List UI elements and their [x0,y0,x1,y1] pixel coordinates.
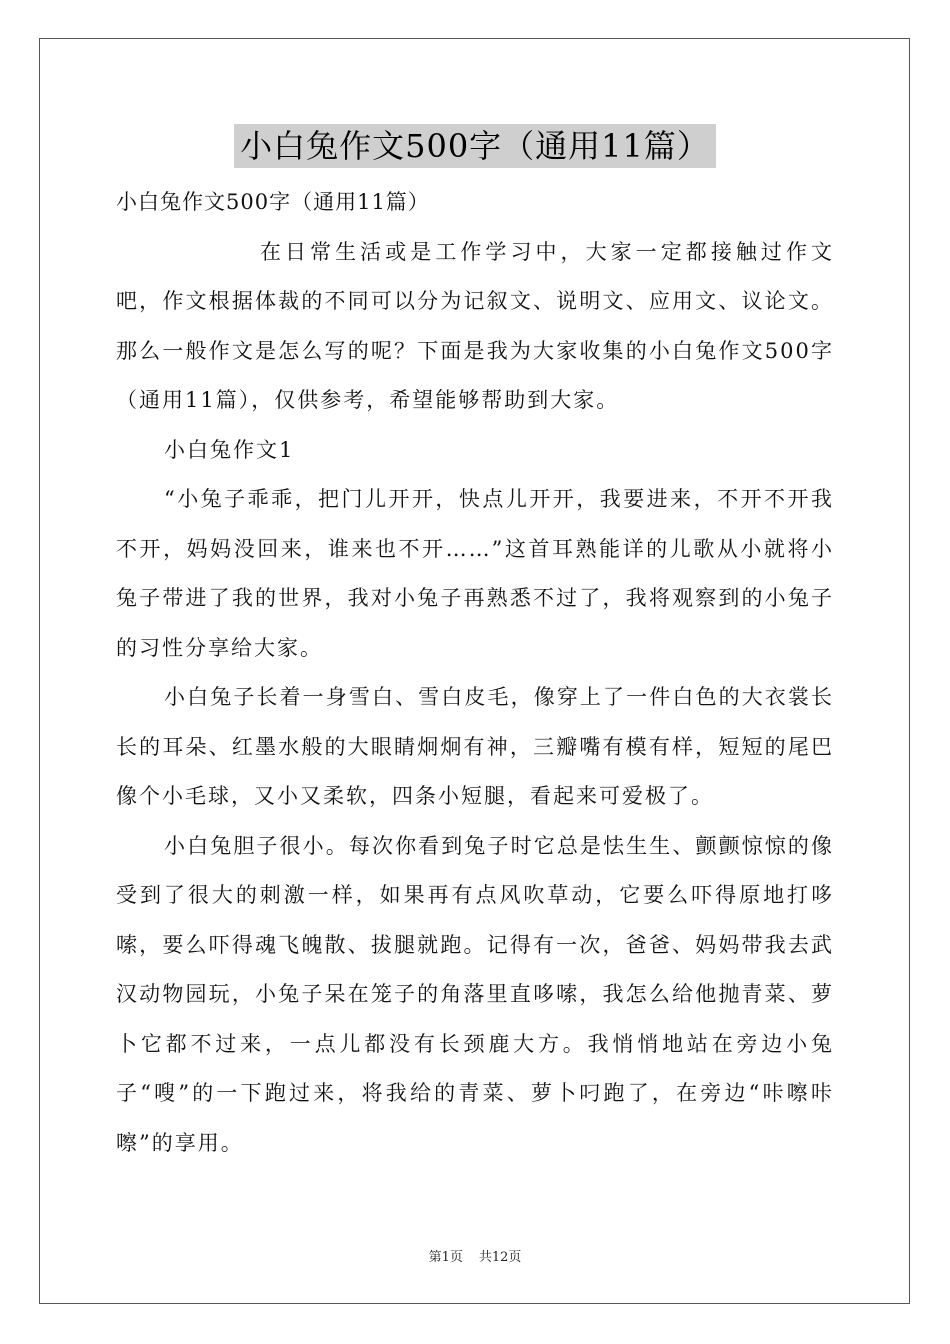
document-title: 小白兔作文500字（通用11篇） [234,124,716,168]
document-subtitle: 小白兔作文500字（通用11篇） [116,190,430,214]
section-heading: 小白兔作文1 [164,437,295,462]
body-paragraph: “小兔子乖乖，把门儿开开，快点儿开开，我要进来，不开不开我不开，妈妈没回来，谁来也不开……”这首耳熟能详的儿歌从小就将小兔子带进了我的世界，我对小兔子再熟悉不过了，我将观察到的小兔子的习性分享给大家。 [116,487,834,660]
document-body [116,178,834,1168]
body-paragraph: 小白兔胆子很小。每次你看到兔子时它总是怯生生、颤颤惊惊的像受到了很大的刺激一样，如果再有点风吹草动，它要么吓得原地打哆嗦，要么吓得魂飞魄散、拔腿就跑。记得有一次，爸爸、妈妈带我去武汉动物园玩，小兔子呆在笼子的角落里直哆嗦，我怎么给他抛青菜、萝卜它都不过来，一点儿都没有长颈鹿大方。我悄悄地站在旁边小兔子“嗖”的一下跑过来，将我给的青菜、萝卜叼跑了，在旁边“咔嚓咔嚓”的享用。 [116,833,834,1155]
page-total: 共12页 [478,1250,522,1265]
page-footer [0,1246,950,1265]
title-container [0,124,950,168]
intro-paragraph: 在日常生活或是工作学习中，大家一定都接触过作文吧，作文根据体裁的不同可以分为记叙文、说明文、应用文、议论文。那么一般作文是怎么写的呢？下面是我为大家收集的小白兔作文500字（通用11篇），仅供参考，希望能够帮助到大家。 [116,239,834,412]
body-paragraph: 小白兔子长着一身雪白、雪白皮毛，像穿上了一件白色的大衣裳长长的耳朵、红墨水般的大眼睛炯炯有神，三瓣嘴有模有样，短短的尾巴像个小毛球，又小又柔软，四条小短腿，看起来可爱极了。 [116,685,834,808]
page-number: 第1页 [428,1250,463,1265]
